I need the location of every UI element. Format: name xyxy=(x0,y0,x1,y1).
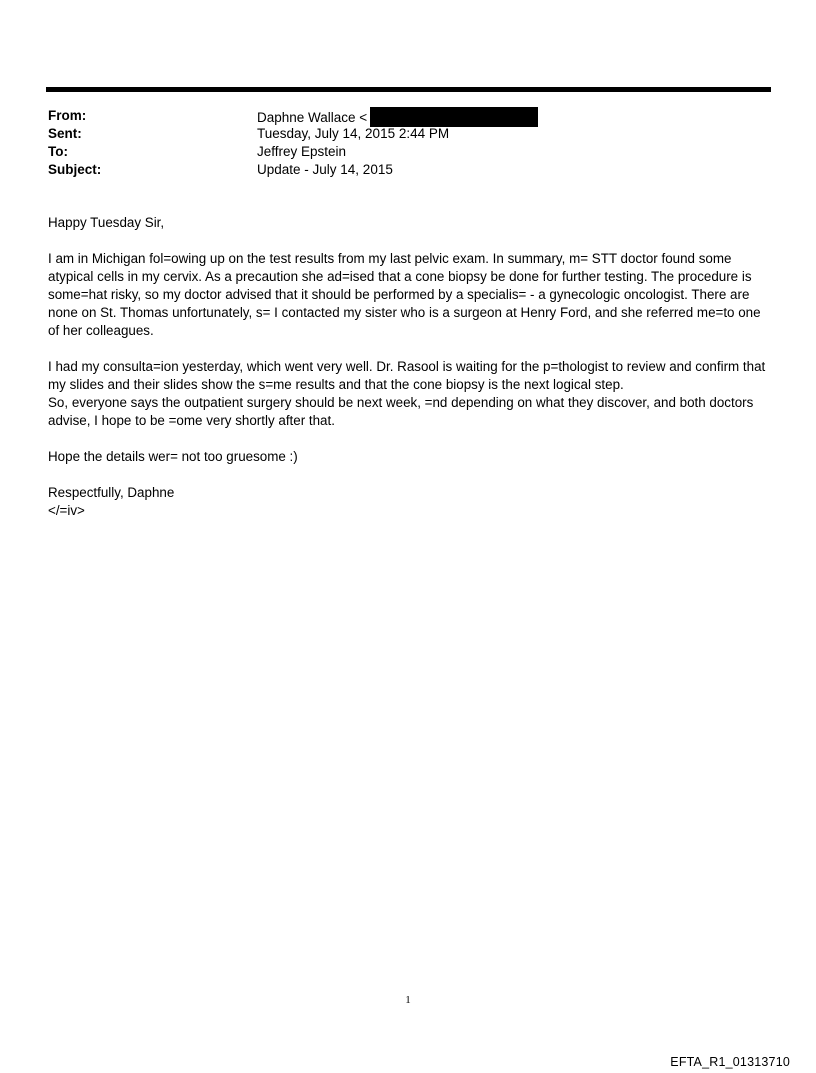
paragraph-consultation: I had my consulta=ion yesterday, which went very well. Dr. Rasool is waiting for the p=thologist to review and confirm that my slides and their slides show the s=me results and that the cone biopsy is the next logical step. xyxy=(48,359,766,392)
paragraph-test-results: I am in Michigan fol=owing up on the test results from my last pelvic exam. In summary, m= STT doctor found some atypical cells in my cervix. As a precaution she ad=ised that a cone biopsy be done for further testing. The procedure is some=hat risky, so my doctor advised that it should be performed by a specialis= - a gynecologic oncologist. There are none on St. Thomas unfortunately, s= I contacted my sister who is a surgeon at Henry Ford, and she referred me=to one of her colleagues. xyxy=(48,251,761,338)
document-id: EFTA_R1_01313710 xyxy=(670,1055,790,1069)
paragraph-surgery-plan: So, everyone says the outpatient surgery should be next week, =nd depending on what they discover, and both doctors advise, I hope to be =ome very shortly after that. xyxy=(48,395,754,428)
email-header xyxy=(48,107,748,179)
to-label: To: xyxy=(48,144,68,159)
sent-label: Sent: xyxy=(48,126,82,141)
paragraph-closing-remark: Hope the details wer= not too gruesome :) xyxy=(48,449,298,464)
page-number: 1 xyxy=(405,994,411,1006)
header-divider-rule xyxy=(46,87,771,92)
from-row xyxy=(48,107,748,125)
greeting: Happy Tuesday Sir, xyxy=(48,215,165,230)
subject-label: Subject: xyxy=(48,162,102,177)
to-value: Jeffrey Epstein xyxy=(257,144,347,159)
subject-row xyxy=(48,161,748,179)
to-row xyxy=(48,143,748,161)
subject-value: Update - July 14, 2015 xyxy=(257,162,393,177)
sent-row xyxy=(48,125,748,143)
from-sender-name: Daphne Wallace < xyxy=(257,110,368,125)
email-body xyxy=(48,214,768,520)
from-label: From: xyxy=(48,108,87,123)
trailing-tag: </=iv> xyxy=(48,503,85,518)
sent-value: Tuesday, July 14, 2015 2:44 PM xyxy=(257,126,450,141)
signoff: Respectfully, Daphne xyxy=(48,485,175,500)
from-value xyxy=(257,107,538,127)
redaction-box xyxy=(370,107,538,127)
